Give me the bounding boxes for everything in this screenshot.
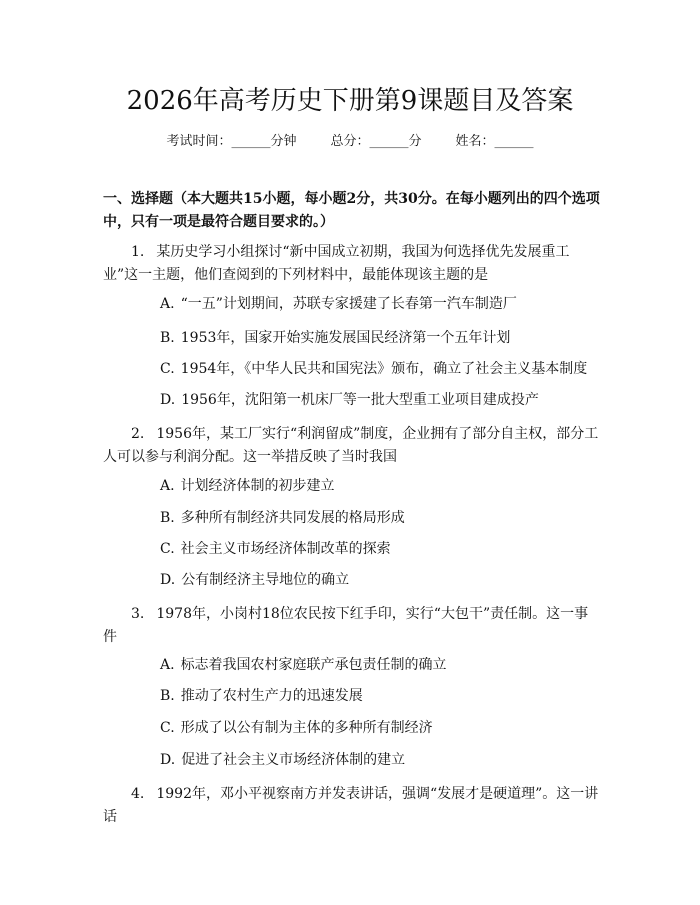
question-number: 4. bbox=[131, 786, 145, 802]
option-letter: D. bbox=[160, 752, 176, 768]
question-stem: 1978年，小岗村18位农民按下红手印，实行“大包干”责任制。这一事件 bbox=[103, 606, 589, 645]
question-number: 3. bbox=[131, 606, 145, 622]
exam-meta-line bbox=[0, 132, 700, 152]
question-2-option-d bbox=[160, 570, 600, 590]
score-blank: ______ bbox=[369, 134, 409, 149]
question-3-option-b bbox=[160, 686, 600, 706]
section-heading: 一、选择题（本大题共15小题，每小题2分，共30分。在每小题列出的四个选项中，只有一项是最符合题目要求的。） bbox=[103, 191, 600, 230]
option-letter: B. bbox=[160, 688, 175, 704]
question-1-option-d bbox=[160, 390, 600, 410]
question-1 bbox=[103, 241, 601, 287]
time-blank: ______ bbox=[231, 134, 271, 149]
question-3-option-d bbox=[160, 750, 600, 770]
question-1-option-c bbox=[160, 359, 600, 379]
score-label: 总分： bbox=[330, 134, 370, 149]
option-text: 1953年，国家开始实施发展国民经济第一个五年计划 bbox=[180, 330, 511, 346]
question-number: 1. bbox=[131, 244, 145, 260]
time-unit: 分钟 bbox=[270, 134, 297, 149]
option-text: 促进了社会主义市场经济体制的建立 bbox=[181, 752, 406, 768]
option-letter: D. bbox=[160, 392, 176, 408]
score-unit: 分 bbox=[408, 134, 422, 149]
option-letter: A. bbox=[160, 657, 175, 673]
question-stem: 1992年，邓小平视察南方并发表讲话，强调“发展才是硬道理”。这一讲话 bbox=[103, 786, 599, 825]
option-letter: A. bbox=[160, 478, 175, 494]
option-text: 社会主义市场经济体制改革的探索 bbox=[180, 541, 391, 557]
option-text: 公有制经济主导地位的确立 bbox=[181, 572, 350, 588]
option-letter: B. bbox=[160, 330, 175, 346]
question-4 bbox=[103, 783, 601, 829]
question-3-option-a bbox=[160, 655, 600, 675]
name-blank: ______ bbox=[494, 134, 534, 149]
option-text: 标志着我国农村家庭联产承包责任制的确立 bbox=[180, 657, 447, 673]
question-2-option-a bbox=[160, 476, 600, 496]
page-title: 2026年高考历史下册第9课题目及答案 bbox=[126, 86, 574, 116]
option-letter: C. bbox=[160, 541, 175, 557]
question-2-option-c bbox=[160, 539, 600, 559]
question-3 bbox=[103, 603, 601, 649]
question-1-option-a bbox=[160, 294, 600, 314]
option-letter: A. bbox=[160, 296, 175, 312]
option-text: “一五”计划期间，苏联专家援建了长春第一汽车制造厂 bbox=[180, 296, 517, 312]
question-2 bbox=[103, 423, 601, 469]
question-stem: 某历史学习小组探讨“新中国成立初期，我国为何选择优先发展重工业”这一主题，他们查阅到的下列材料中，最能体现该主题的是 bbox=[103, 244, 570, 283]
option-letter: C. bbox=[160, 361, 175, 377]
option-text: 1956年，沈阳第一机床厂等一批大型重工业项目建成投产 bbox=[181, 392, 539, 408]
option-letter: C. bbox=[160, 720, 175, 736]
option-text: 多种所有制经济共同发展的格局形成 bbox=[180, 510, 405, 526]
option-text: 1954年，《中华人民共和国宪法》颁布，确立了社会主义基本制度 bbox=[180, 361, 588, 377]
question-number: 2. bbox=[131, 426, 145, 442]
time-label: 考试时间： bbox=[166, 134, 232, 149]
option-text: 形成了以公有制为主体的多种所有制经济 bbox=[180, 720, 433, 736]
option-text: 推动了农村生产力的迅速发展 bbox=[180, 688, 363, 704]
name-label: 姓名： bbox=[455, 134, 495, 149]
option-letter: B. bbox=[160, 510, 175, 526]
question-stem: 1956年，某工厂实行“利润留成”制度，企业拥有了部分自主权，部分工人可以参与利润分配。这一举措反映了当时我国 bbox=[103, 426, 599, 465]
option-text: 计划经济体制的初步建立 bbox=[180, 478, 335, 494]
option-letter: D. bbox=[160, 572, 176, 588]
question-2-option-b bbox=[160, 508, 600, 528]
question-3-option-c bbox=[160, 718, 600, 738]
question-1-option-b bbox=[160, 328, 600, 348]
